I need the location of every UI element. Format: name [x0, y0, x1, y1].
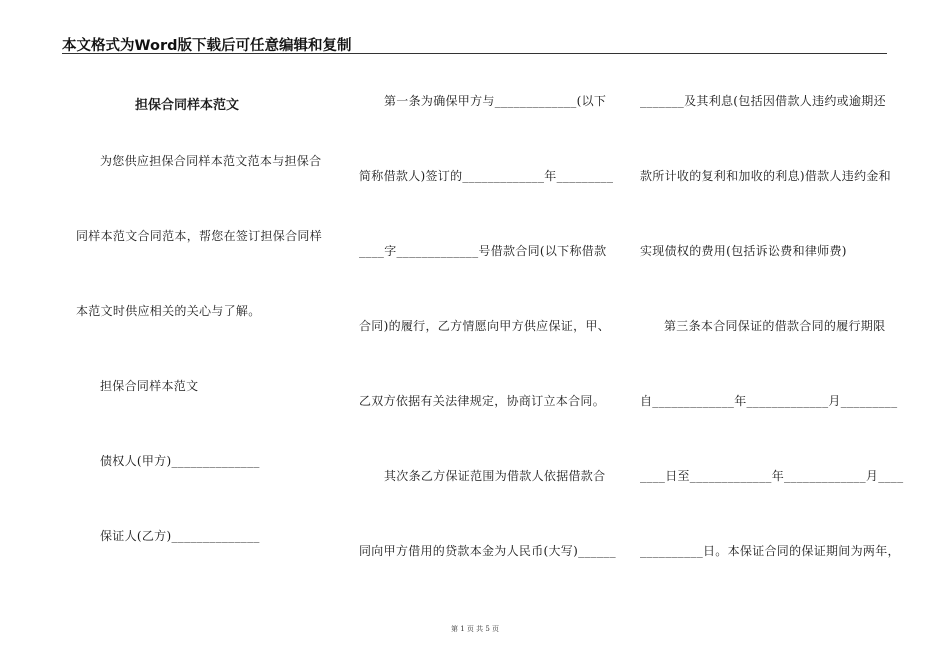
document-header-banner: 本文格式为Word版下载后可任意编辑和复制 — [62, 38, 352, 54]
paragraph-line: ____日至_____________年_____________月____ — [640, 469, 904, 483]
page-number: 第 1 页 共 5 页 — [450, 625, 500, 633]
section-heading: 担保合同样本范文 — [100, 379, 199, 393]
paragraph-line: 乙双方依据有关法律规定，协商订立本合同。 — [359, 394, 606, 408]
paragraph-line: 同样本范文合同范本，帮您在签订担保合同样 — [76, 229, 323, 243]
paragraph-line: 合同)的履行，乙方情愿向甲方供应保证，甲、 — [359, 319, 610, 333]
paragraph-line: 自_____________年_____________月_________ — [640, 394, 898, 408]
paragraph-line: ____字_____________号借款合同(以下称借款 — [359, 244, 607, 258]
paragraph-line: __________日。本保证合同的保证期间为两年， — [640, 544, 900, 558]
paragraph-line: 本范文时供应相关的关心与了解。 — [76, 304, 261, 318]
paragraph-line: 同向甲方借用的贷款本金为人民币(大写)______ — [359, 544, 616, 558]
header-divider — [62, 53, 887, 54]
paragraph-line: 款所计收的复利和加收的利息)借款人违约金和 — [640, 169, 891, 183]
paragraph-line: 简称借款人)签订的_____________年_________ — [359, 169, 614, 183]
paragraph-line: _______及其利息(包括因借款人违约或逾期还 — [640, 94, 886, 108]
paragraph-line: 第三条本合同保证的借款合同的履行期限 — [664, 319, 886, 333]
paragraph-line: 其次条乙方保证范围为借款人依据借款合 — [384, 469, 606, 483]
paragraph-line: 为您供应担保合同样本范文范本与担保合 — [100, 154, 322, 168]
paragraph-line: 实现债权的费用(包括诉讼费和律师费) — [640, 244, 847, 258]
paragraph-line: 第一条为确保甲方与_____________(以下 — [384, 94, 607, 108]
guarantor-field: 保证人(乙方)______________ — [100, 529, 260, 543]
creditor-field: 债权人(甲方)______________ — [100, 454, 260, 468]
doc-title: 担保合同样本范文 — [135, 98, 240, 113]
